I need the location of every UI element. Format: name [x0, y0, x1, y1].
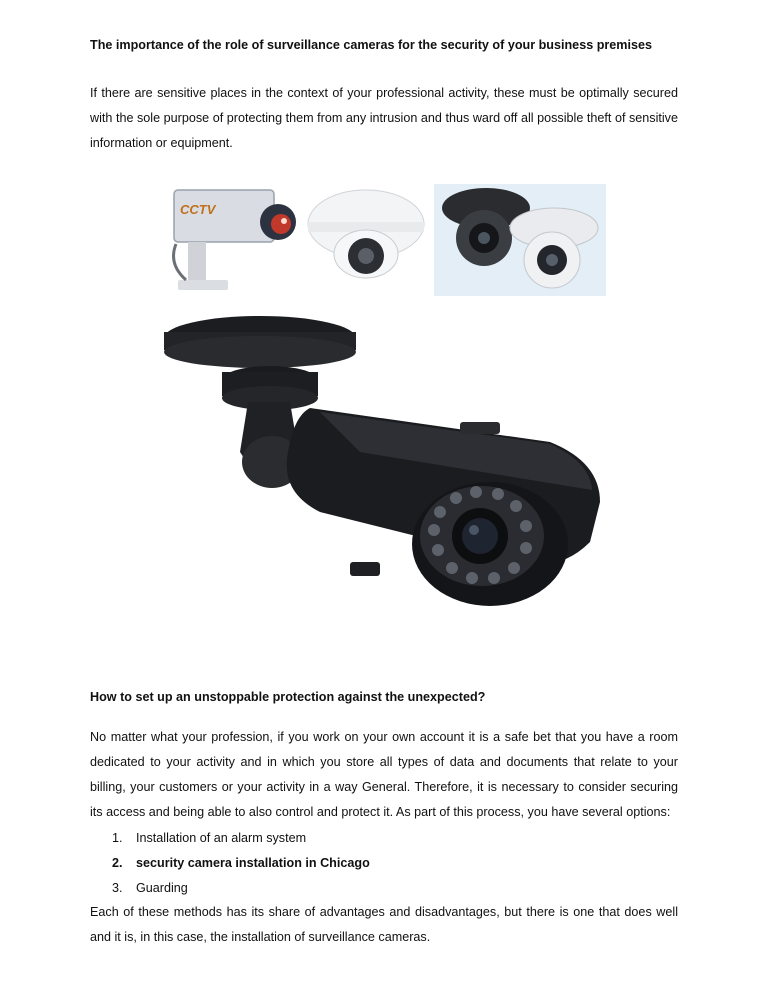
dome-camera-pair-photo — [434, 184, 606, 296]
list-item-text: Installation of an alarm system — [136, 831, 307, 845]
conclusion-paragraph: Each of these methods has its share of advantages and disadvantages, but there is one that does well and it is, in this case, the installation of surveillance cameras. — [90, 905, 678, 944]
white-dome-camera-photo — [308, 190, 424, 278]
list-item-number: 3. — [112, 881, 123, 895]
cctv-label: CCTV — [180, 202, 216, 217]
list-item-number: 2. — [112, 856, 123, 870]
options-list — [90, 826, 678, 901]
cctv-bullet-camera-photo — [166, 184, 304, 296]
black-bullet-camera-photo — [160, 312, 610, 622]
list-item — [90, 876, 678, 901]
intro-paragraph: If there are sensitive places in the context of your professional activity, these must be optimally secured with the sole purpose of protecting them from any intrusion and thus ward off all possible theft of sensitive information or equipment. — [90, 86, 678, 150]
section-heading-protection: How to set up an unstoppable protection against the unexpected? — [90, 690, 486, 704]
list-item — [90, 851, 678, 876]
section-paragraph-options: No matter what your profession, if you work on your own account it is a safe bet that you have a room dedicated to your activity and in which you store all types of data and documents that relate to your billing, your customers or your activity in a way General. Therefore, it is necessary to consider securing its access and being able to also control and protect it. As part of this process, you have several options: — [90, 730, 678, 819]
list-item-text: Guarding — [136, 881, 188, 895]
camera-photo-strip — [166, 184, 606, 296]
list-item-text: security camera installation in Chicago — [136, 856, 370, 870]
page-title: The importance of the role of surveillance cameras for the security of your business premises — [90, 38, 653, 52]
list-item-number: 1. — [112, 831, 123, 845]
list-item — [90, 826, 678, 851]
